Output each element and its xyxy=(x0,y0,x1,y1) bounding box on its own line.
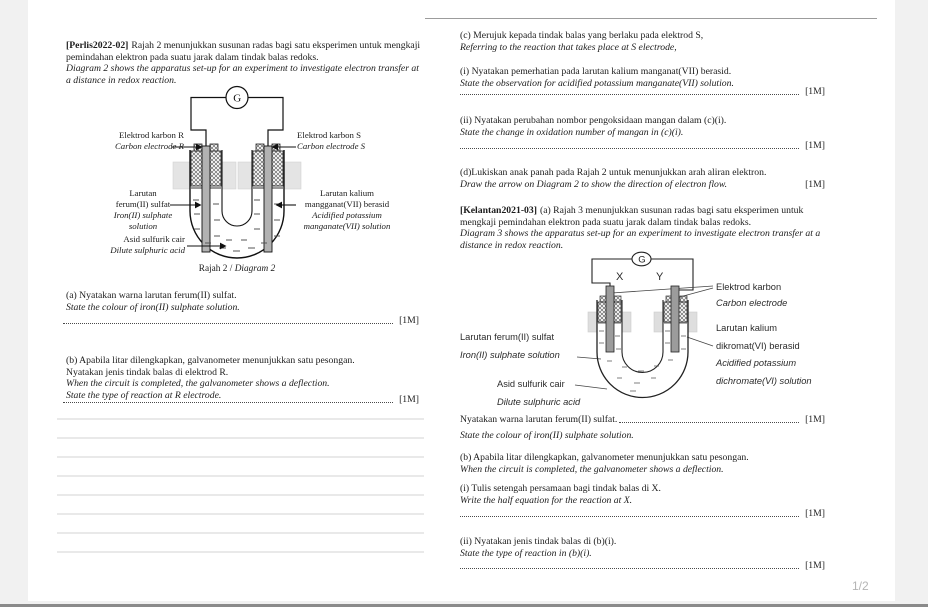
mark-allocation: [1M] xyxy=(805,139,825,151)
column-divider-rule xyxy=(425,18,877,19)
carbon-electrode-y xyxy=(671,286,679,352)
ruled-line xyxy=(57,551,424,553)
carbon-electrode-x xyxy=(606,286,614,352)
ruled-line xyxy=(57,494,424,496)
answer-line-c-i xyxy=(460,81,825,97)
answer-line-b xyxy=(63,389,419,405)
answer-line-c-ii xyxy=(460,135,825,151)
mark-allocation: [1M] xyxy=(805,178,825,190)
dotted-answer-line xyxy=(460,94,799,95)
galvanometer-letter: G xyxy=(233,92,242,105)
carbon-electrode-r xyxy=(202,146,210,252)
mark-allocation: [1M] xyxy=(805,559,825,571)
intro-english: Diagram 3 shows the apparatus set-up for an experiment to investigate electron transfer at a distance in redox reaction. xyxy=(460,228,821,251)
question-d: (d)Lukiskan anak panah pada Rajah 2 untuk menunjukkan arah aliran elektron. Draw the arrow on Diagram 2 to show the direction of electron flow. [1M] xyxy=(460,167,825,190)
ruled-line xyxy=(57,437,424,439)
question-kelantan-a: Nyatakan warna larutan ferum(II) sulfat. [1M] xyxy=(460,413,825,425)
question-tag: [Perlis2022-02] xyxy=(66,40,129,51)
u-tube-inner xyxy=(622,300,663,372)
question-tag: [Kelantan2021-03] xyxy=(460,205,537,216)
question-a: (a) Nyatakan warna larutan ferum(II) sulfat. State the colour of iron(II) sulphate solution. xyxy=(66,290,240,313)
ruled-line xyxy=(57,532,424,534)
label-dichromate: Larutan kalium dikromat(VI) berasid Acidified potassium dichromate(VI) solution xyxy=(716,323,812,386)
dotted-answer-line xyxy=(63,402,393,403)
label-sulphuric-acid: Asid sulfurik cair Dilute sulphuric acid xyxy=(497,379,581,407)
dotted-answer-line xyxy=(460,568,799,569)
mark-allocation: [1M] xyxy=(399,314,419,326)
question-b: (b) Apabila litar dilengkapkan, galvanometer menunjukkan satu pesongan. Nyatakan jenis tindak balas di elektrod R. When the circuit is completed, the galvanometer shows a deflection. State the type of reaction at R electrode. xyxy=(66,355,355,401)
label-electrode-y: Y xyxy=(656,271,664,283)
intro-malay: Rajah 2 menunjukkan susunan radas bagi satu eksperimen untuk mengkaji pemindahan elektron pada suatu jarak dalam tindak balas redoks. xyxy=(66,40,421,63)
page-indicator: 1/2 xyxy=(852,579,869,593)
question-kelantan-b-i: (i) Tulis setengah persamaan bagi tindak balas di X. Write the half equation for the reaction at X. xyxy=(460,483,661,506)
question-c-i: (i) Nyatakan pemerhatian pada larutan kalium manganat(VII) berasid. State the observation for acidified potassium manganate(VII) solution. xyxy=(460,66,734,89)
galvanometer-letter: G xyxy=(638,254,646,266)
answer-line-a xyxy=(63,310,419,326)
label-electrode-x: X xyxy=(616,271,624,283)
label-manganate: Larutan kalium mangganat(VII) berasid Acidified potassium manganate(VII) solution xyxy=(303,188,391,231)
mark-allocation: [1M] xyxy=(805,85,825,97)
ruled-line xyxy=(57,475,424,477)
intro-malay: (a) Rajah 3 menunjukkan susunan radas bagi satu eksperimen untuk mengkaji pemindahan elektron pada suatu jarak dalam tindak balas redoks. xyxy=(460,205,804,228)
ruled-line xyxy=(57,456,424,458)
question-kelantan-b-ii: (ii) Nyatakan jenis tindak balas di (b)(i). State the type of reaction in (b)(i). xyxy=(460,536,617,559)
label-iron-sulphate: Larutan ferum(II) sulfat Iron(II) sulphate solution xyxy=(460,332,560,360)
answer-line-b-ii xyxy=(460,555,825,571)
label-iron-sulphate: Larutan ferum(II) sulfat Iron(II) sulphate solution xyxy=(113,188,173,231)
carbon-electrode-s xyxy=(264,146,272,252)
label-carbon-electrode: Elektrod karbon Carbon electrode xyxy=(716,282,788,308)
question-kelantan-a-english: State the colour of iron(II) sulphate solution. xyxy=(460,430,634,441)
intro-english: Diagram 2 shows the apparatus set-up for an experiment to investigate electron transfer at a distance in redox reaction. xyxy=(66,63,419,86)
answer-line-b-i xyxy=(460,503,825,519)
mark-allocation: [1M] xyxy=(805,507,825,519)
mark-allocation: [1M] xyxy=(399,393,419,405)
question-c: (c) Merujuk kepada tindak balas yang berlaku pada elektrod S, Referring to the reaction that takes place at S electrode, xyxy=(460,30,704,53)
question-c-ii: (ii) Nyatakan perubahan nombor pengoksidaan mangan dalam (c)(i). State the change in oxidation number of mangan in (c)(i). xyxy=(460,115,727,138)
dotted-answer-line xyxy=(63,323,393,324)
dotted-answer-line xyxy=(619,422,799,423)
label-sulphuric-acid: Asid sulfurik cair Dilute sulphuric acid xyxy=(110,234,185,255)
label-pointer-lines xyxy=(575,286,713,389)
label-electrode-r: Elektrod karbon R Carbon electrode R xyxy=(114,130,184,151)
question-kelantan-intro xyxy=(460,205,840,251)
dotted-answer-line xyxy=(460,516,799,517)
ruled-line xyxy=(57,513,424,515)
diagram-2-caption: Rajah 2 / Diagram 2 xyxy=(198,264,276,274)
mark-allocation: [1M] xyxy=(805,413,825,425)
dotted-answer-line xyxy=(460,148,799,149)
question-kelantan-b: (b) Apabila litar dilengkapkan, galvanometer menunjukkan satu pesongan. When the circuit is completed, the galvanometer shows a deflection. xyxy=(460,452,749,475)
question-perlis-intro xyxy=(66,40,424,86)
label-electrode-s: Elektrod karbon S Carbon electrode S xyxy=(297,130,366,151)
ruled-line xyxy=(57,418,424,420)
